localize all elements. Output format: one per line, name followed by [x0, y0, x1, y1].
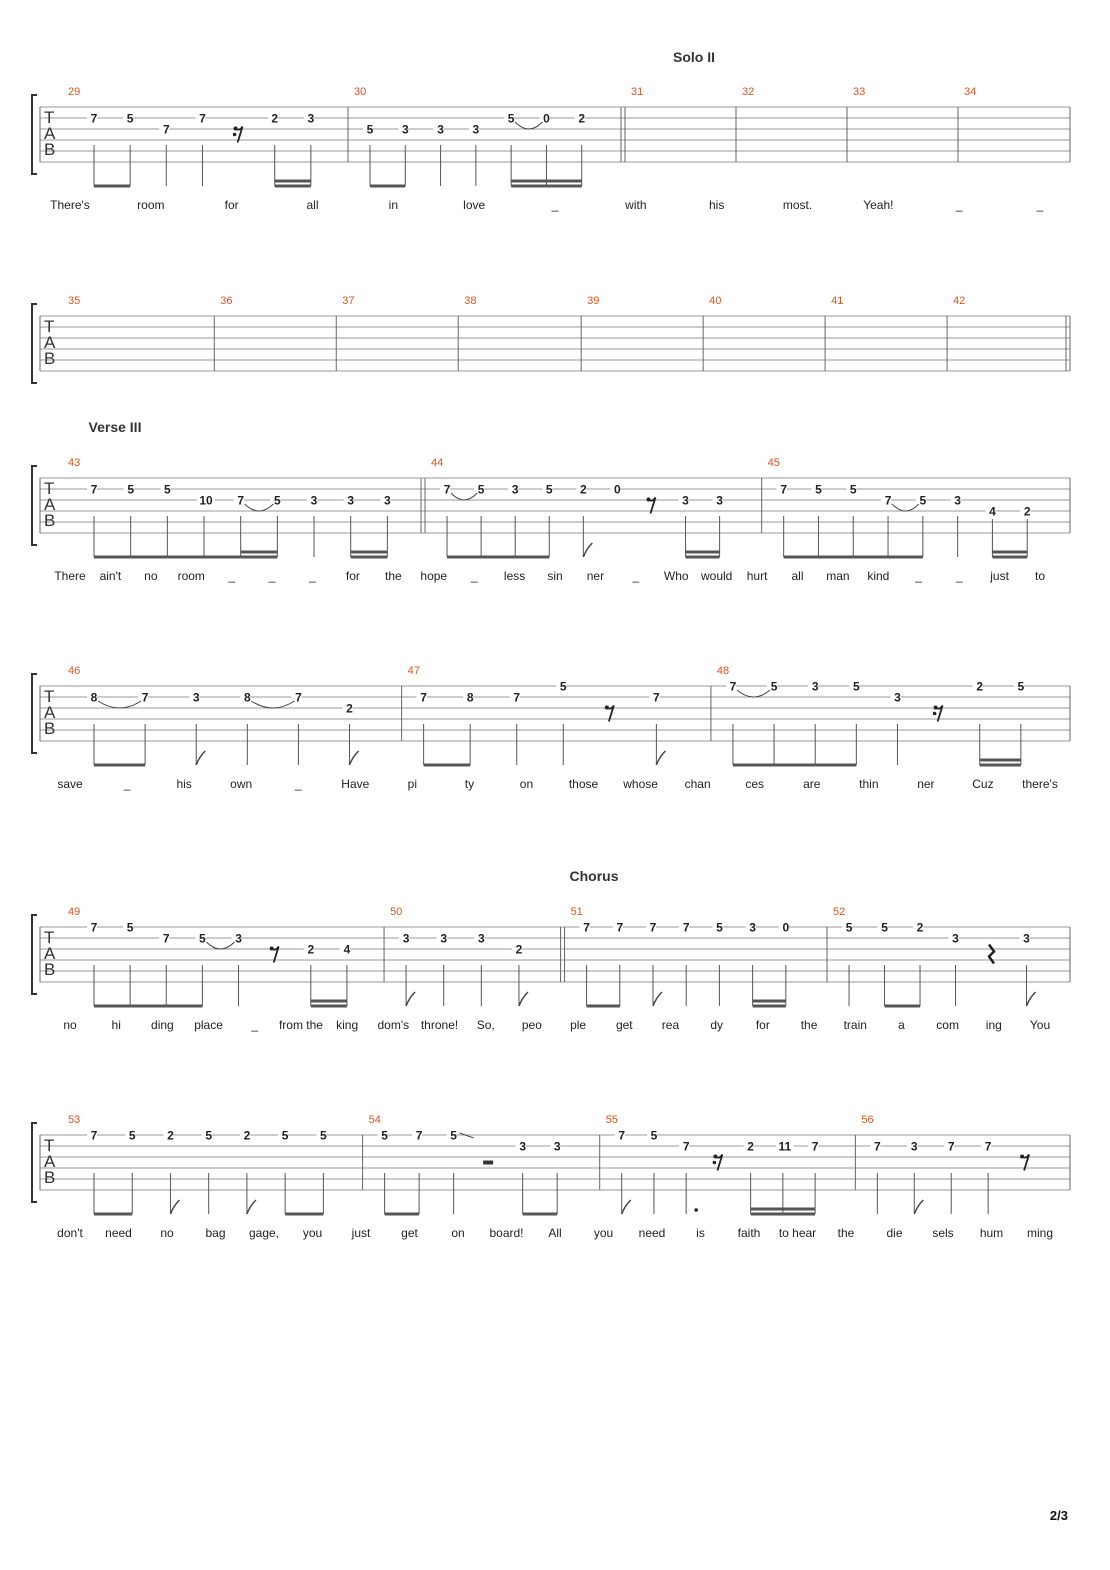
lyric-word: would: [700, 569, 733, 583]
lyric-word: you: [593, 1226, 614, 1240]
note-flag: [247, 1200, 256, 1214]
system-bracket: [32, 466, 37, 545]
lyric-word: dom's: [377, 1018, 410, 1032]
lyric-word: ing: [985, 1018, 1002, 1032]
measure-number: 47: [407, 665, 420, 677]
measure-number: 40: [709, 295, 722, 307]
tab-clef-letter: B: [44, 960, 56, 979]
measure-number: 39: [587, 295, 600, 307]
lyric-word: com: [936, 1018, 959, 1032]
fret-number: 5: [126, 920, 134, 935]
fret-number: 7: [90, 920, 98, 935]
lyric-word: _: [294, 777, 302, 791]
lyric-word: need: [105, 1226, 132, 1240]
lyric-word: in: [388, 198, 399, 212]
rest-dot: [1020, 1155, 1024, 1159]
lyric-word: all: [791, 569, 804, 583]
measure-number: 29: [68, 86, 81, 98]
fret-number: 5: [127, 482, 135, 497]
fret-number: 3: [952, 931, 959, 946]
fret-number: 7: [649, 920, 657, 935]
lyric-word: ner: [586, 569, 605, 583]
fret-number: 5: [852, 679, 860, 694]
fret-number: 0: [543, 111, 550, 126]
rest-dot: [646, 498, 650, 502]
note-flag: [170, 1200, 179, 1214]
measure-number: 56: [861, 1114, 874, 1126]
note-flag: [583, 543, 592, 557]
lyric-word: love: [463, 198, 486, 212]
fret-number: 5: [381, 1128, 388, 1143]
tab-clef-letter: T: [44, 928, 55, 947]
fret-number: 2: [167, 1128, 174, 1143]
lyric-word: hurt: [746, 569, 768, 583]
lyric-word: ces: [745, 777, 765, 791]
fret-number: 7: [583, 920, 590, 935]
fret-number: 2: [916, 920, 924, 935]
fret-number: 3: [384, 493, 391, 508]
system-bracket: [32, 1123, 37, 1202]
lyric-word: you: [302, 1226, 323, 1240]
rest-dot: [713, 1161, 717, 1165]
measure-number: 50: [390, 906, 403, 918]
fret-number: 3: [910, 1139, 918, 1154]
lyric-word: _: [251, 1018, 259, 1032]
lyric-word: just: [990, 569, 1009, 583]
rest-dot: [234, 127, 238, 131]
fret-number: 5: [650, 1128, 658, 1143]
fret-number: 7: [780, 482, 788, 497]
lyric-word: on: [451, 1226, 465, 1240]
fret-number: 2: [578, 111, 586, 126]
lyric-word: for: [224, 198, 239, 212]
lyric-word: whose: [623, 777, 658, 791]
note-flag: [622, 1200, 631, 1214]
fret-number: 5: [881, 920, 888, 935]
lyric-word: on: [519, 777, 534, 791]
tab-clef-letter: A: [44, 495, 56, 514]
fret-number: 5: [770, 679, 778, 694]
lyric-word: _: [1036, 198, 1044, 212]
note-flag: [1027, 992, 1036, 1006]
fret-number: 2: [243, 1128, 251, 1143]
tab-clef-letter: T: [44, 317, 55, 336]
measure-number: 55: [605, 1114, 618, 1126]
lyric-word: the: [837, 1226, 855, 1240]
lyric-word: pi: [407, 777, 418, 791]
half-rest: [483, 1161, 493, 1165]
rest-dot: [933, 712, 937, 716]
lyric-word: for: [345, 569, 360, 583]
tie: [206, 942, 234, 949]
lyric-word: _: [955, 198, 963, 212]
measure-number: 42: [953, 295, 966, 307]
fret-number: 2: [515, 942, 523, 957]
lyric-word: _: [123, 777, 131, 791]
fret-number: 7: [682, 920, 690, 935]
tab-clef-letter: B: [44, 1168, 56, 1187]
fret-number: 7: [141, 690, 149, 705]
tab-clef-letter: A: [44, 333, 56, 352]
lyric-word: _: [228, 569, 236, 583]
fret-number: 3: [477, 931, 485, 946]
fret-number: 3: [402, 931, 410, 946]
fret-number: 5: [281, 1128, 289, 1143]
fret-number: 5: [1017, 679, 1025, 694]
lyric-word: save: [57, 777, 83, 791]
fret-number: 5: [815, 482, 822, 497]
fret-number: 2: [1023, 504, 1031, 519]
lyric-word: dy: [710, 1018, 724, 1032]
lyric-word: ple: [570, 1018, 587, 1032]
lyric-word: sels: [932, 1226, 954, 1240]
fret-number: 7: [513, 690, 521, 705]
rest-dot: [934, 706, 938, 710]
fret-number: 3: [437, 122, 444, 137]
lyric-word: _: [632, 569, 640, 583]
measure-number: 48: [716, 665, 730, 677]
lyric-word: get: [615, 1018, 633, 1032]
fret-number: 3: [894, 690, 901, 705]
tie: [515, 122, 542, 129]
rest-dot: [233, 133, 237, 137]
fret-number: 5: [716, 920, 723, 935]
fret-number: 3: [682, 493, 689, 508]
tab-clef-letter: T: [44, 687, 55, 706]
fret-number: 7: [682, 1139, 690, 1154]
fret-number: 3: [235, 931, 242, 946]
lyric-word: from the: [278, 1018, 323, 1032]
lyric-word: faith: [737, 1226, 761, 1240]
lyric-word: gage,: [248, 1226, 280, 1240]
fret-number: 11: [778, 1139, 792, 1154]
tie: [98, 701, 141, 708]
fret-number: 5: [845, 920, 853, 935]
lyric-word: hi: [111, 1018, 121, 1032]
measure-number: 46: [68, 665, 81, 677]
lyric-word: those: [568, 777, 599, 791]
measure-number: 33: [853, 86, 866, 98]
fret-number: 7: [162, 931, 170, 946]
fret-number: 7: [90, 1128, 98, 1143]
system-bracket: [32, 304, 37, 383]
fret-number: 5: [274, 493, 281, 508]
lyric-word: _: [551, 198, 559, 212]
lyric-word: just: [351, 1226, 371, 1240]
measure-number: 35: [68, 295, 81, 307]
fret-number: 3: [553, 1139, 561, 1154]
fret-number: 5: [559, 679, 567, 694]
tab-clef-letter: B: [44, 140, 56, 159]
fret-number: 0: [614, 482, 621, 497]
lyric-word: the: [384, 569, 402, 583]
tab-clef-letter: B: [44, 349, 56, 368]
lyric-word: ding: [151, 1018, 174, 1032]
section-title: Verse III: [88, 419, 142, 435]
lyric-word: board!: [489, 1226, 524, 1240]
lyric-word: rea: [661, 1018, 680, 1032]
tab-clef-letter: T: [44, 479, 55, 498]
tab-clef-letter: A: [44, 703, 56, 722]
tab-clef-letter: A: [44, 944, 56, 963]
fret-number: 7: [162, 122, 170, 137]
tie: [892, 504, 919, 511]
fret-number: 7: [984, 1139, 992, 1154]
fret-number: 3: [511, 482, 519, 497]
measure-number: 43: [68, 457, 81, 469]
lyric-word: train: [843, 1018, 867, 1032]
measure-number: 45: [767, 457, 780, 469]
fret-number: 7: [729, 679, 737, 694]
fret-number: 3: [192, 690, 200, 705]
fret-number: 7: [616, 920, 624, 935]
lyric-word: room: [137, 198, 165, 212]
lyric-word: Have: [341, 777, 370, 791]
lyric-word: _: [915, 569, 923, 583]
lyric-word: his: [708, 198, 725, 212]
fret-number: 7: [90, 111, 98, 126]
lyric-word: thin: [859, 777, 879, 791]
measure-number: 30: [354, 86, 367, 98]
lyric-word: with: [625, 198, 647, 212]
tie: [245, 504, 274, 511]
measure-number: 52: [833, 906, 846, 918]
lyric-word: Yeah!: [863, 198, 894, 212]
section-title: Chorus: [569, 868, 619, 884]
fret-number: 3: [401, 122, 409, 137]
fret-number: 0: [782, 920, 790, 935]
lyric-word: All: [548, 1226, 562, 1240]
fret-number: 7: [443, 482, 451, 497]
lyric-word: get: [401, 1226, 418, 1240]
lyric-word: the: [800, 1018, 818, 1032]
lyric-word: hum: [979, 1226, 1004, 1240]
lyric-word: is: [696, 1226, 705, 1240]
lyric-word: kind: [867, 569, 890, 583]
measure-number: 37: [342, 295, 355, 307]
fret-number: 8: [243, 690, 251, 705]
fret-number: 7: [237, 493, 245, 508]
lyric-word: are: [803, 777, 821, 791]
lyric-word: peo: [521, 1018, 542, 1032]
measure-number: 34: [964, 86, 977, 98]
fret-number: 7: [618, 1128, 626, 1143]
measure-number: 53: [68, 1114, 81, 1126]
measure-number: 54: [368, 1114, 381, 1126]
fret-number: 3: [519, 1139, 527, 1154]
lyric-word: _: [309, 569, 316, 583]
lyric-word: throne!: [420, 1018, 459, 1032]
system-bracket: [32, 674, 37, 753]
lyric-word: a: [898, 1018, 905, 1032]
fret-number: 7: [420, 690, 427, 705]
fret-number: 3: [440, 931, 448, 946]
lyric-word: chan: [684, 777, 711, 791]
fret-number: 5: [126, 111, 134, 126]
lyric-word: his: [176, 777, 192, 791]
lyric-word: You: [1029, 1018, 1051, 1032]
tab-clef-letter: A: [44, 124, 56, 143]
lyric-word: king: [336, 1018, 359, 1032]
fret-number: 8: [90, 690, 98, 705]
fret-number: 5: [163, 482, 171, 497]
lyric-word: ming: [1026, 1226, 1054, 1240]
note-flag: [350, 751, 359, 765]
tie: [251, 701, 294, 708]
fret-number: 2: [747, 1139, 754, 1154]
fret-number: 5: [919, 493, 927, 508]
tab-clef-letter: B: [44, 719, 56, 738]
lyric-word: So,: [476, 1018, 495, 1032]
fret-number: 5: [545, 482, 553, 497]
fret-number: 3: [716, 493, 723, 508]
measure-number: 36: [220, 295, 233, 307]
fret-number: 5: [477, 482, 485, 497]
lyric-word: Who: [663, 569, 689, 583]
fret-number: 7: [415, 1128, 423, 1143]
measure-number: 41: [831, 295, 844, 307]
tie: [451, 493, 477, 500]
fret-number: 5: [450, 1128, 457, 1143]
system-bracket: [32, 95, 37, 174]
note-flag: [653, 992, 662, 1006]
fret-number: 10: [199, 493, 213, 508]
fret-number: 7: [884, 493, 892, 508]
fret-number: 3: [307, 111, 315, 126]
note-flag: [914, 1200, 923, 1214]
fret-number: 8: [466, 690, 474, 705]
lyric-word: ner: [917, 777, 935, 791]
lyric-word: for: [755, 1018, 770, 1032]
note-flag: [196, 751, 205, 765]
fret-number: 2: [271, 111, 279, 126]
measure-number: 51: [570, 906, 583, 918]
lyric-word: _: [955, 569, 963, 583]
fret-number: 3: [954, 493, 961, 508]
lyric-word: no: [160, 1226, 174, 1240]
fret-number: 2: [976, 679, 984, 694]
fret-number: 2: [579, 482, 587, 497]
lyric-word: bag: [205, 1226, 226, 1240]
lyric-word: There: [54, 569, 86, 583]
lyric-word: own: [230, 777, 253, 791]
rest-dot: [713, 1155, 717, 1159]
measure-number: 32: [742, 86, 755, 98]
fret-number: 7: [295, 690, 302, 705]
tie: [737, 690, 770, 697]
fret-number: 2: [307, 942, 315, 957]
lyric-word: there's: [1022, 777, 1058, 791]
note-flag: [406, 992, 415, 1006]
fret-number: 7: [873, 1139, 881, 1154]
lyric-word: less: [503, 569, 526, 583]
dot: [694, 1208, 698, 1212]
fret-number: 3: [811, 679, 819, 694]
lyric-word: hope: [420, 569, 448, 583]
fret-number: 5: [366, 122, 374, 137]
note-flag: [656, 751, 665, 765]
fret-number: 4: [343, 942, 351, 957]
lyric-word: man: [826, 569, 850, 583]
tab-clef-letter: T: [44, 1136, 55, 1155]
measure-number: 49: [68, 906, 81, 918]
fret-number: 3: [472, 122, 480, 137]
fret-number: 5: [199, 931, 206, 946]
lyric-word: need: [638, 1226, 666, 1240]
fret-number: 5: [320, 1128, 327, 1143]
fret-number: 7: [653, 690, 660, 705]
fret-number: 5: [507, 111, 515, 126]
lyric-word: ain't: [99, 569, 122, 583]
fret-number: 3: [749, 920, 756, 935]
lyric-word: room: [177, 569, 205, 583]
fret-number: 5: [128, 1128, 136, 1143]
fret-number: 4: [989, 504, 996, 519]
rest-dot: [605, 706, 609, 710]
section-title: Solo II: [673, 49, 715, 65]
lyric-word: all: [306, 198, 319, 212]
note-flag: [519, 992, 528, 1006]
rest-dot: [270, 947, 274, 951]
tab-clef-letter: T: [44, 108, 55, 127]
measure-number: 44: [431, 457, 444, 469]
measure-number: 31: [631, 86, 644, 98]
fret-number: 7: [947, 1139, 955, 1154]
fret-number: 7: [90, 482, 98, 497]
fret-number: 5: [205, 1128, 213, 1143]
fret-number: 3: [347, 493, 355, 508]
lyric-word: to hear: [778, 1226, 817, 1240]
fret-number: 7: [199, 111, 206, 126]
fret-number: 2: [346, 701, 353, 716]
quarter-rest: [989, 945, 994, 964]
tab-clef-letter: B: [44, 511, 56, 530]
page-number: 2/3: [1049, 1508, 1068, 1523]
lyric-word: die: [886, 1226, 903, 1240]
system-bracket: [32, 915, 37, 994]
fret-number: 7: [811, 1139, 819, 1154]
lyric-word: Cuz: [972, 777, 994, 791]
lyric-word: ty: [464, 777, 475, 791]
fret-number: 3: [310, 493, 318, 508]
lyric-word: no: [144, 569, 158, 583]
lyric-word: no: [63, 1018, 77, 1032]
lyric-word: most.: [782, 198, 813, 212]
lyric-word: _: [268, 569, 276, 583]
lyric-word: There's: [50, 198, 90, 212]
lyric-word: to: [1034, 569, 1046, 583]
lyric-word: place: [194, 1018, 223, 1032]
tab-clef-letter: A: [44, 1152, 56, 1171]
fret-number: 3: [1023, 931, 1030, 946]
lyric-word: sin: [547, 569, 563, 583]
lyric-word: don't: [57, 1226, 83, 1240]
fret-number: 5: [849, 482, 857, 497]
lyric-word: _: [470, 569, 478, 583]
measure-number: 38: [464, 295, 477, 307]
